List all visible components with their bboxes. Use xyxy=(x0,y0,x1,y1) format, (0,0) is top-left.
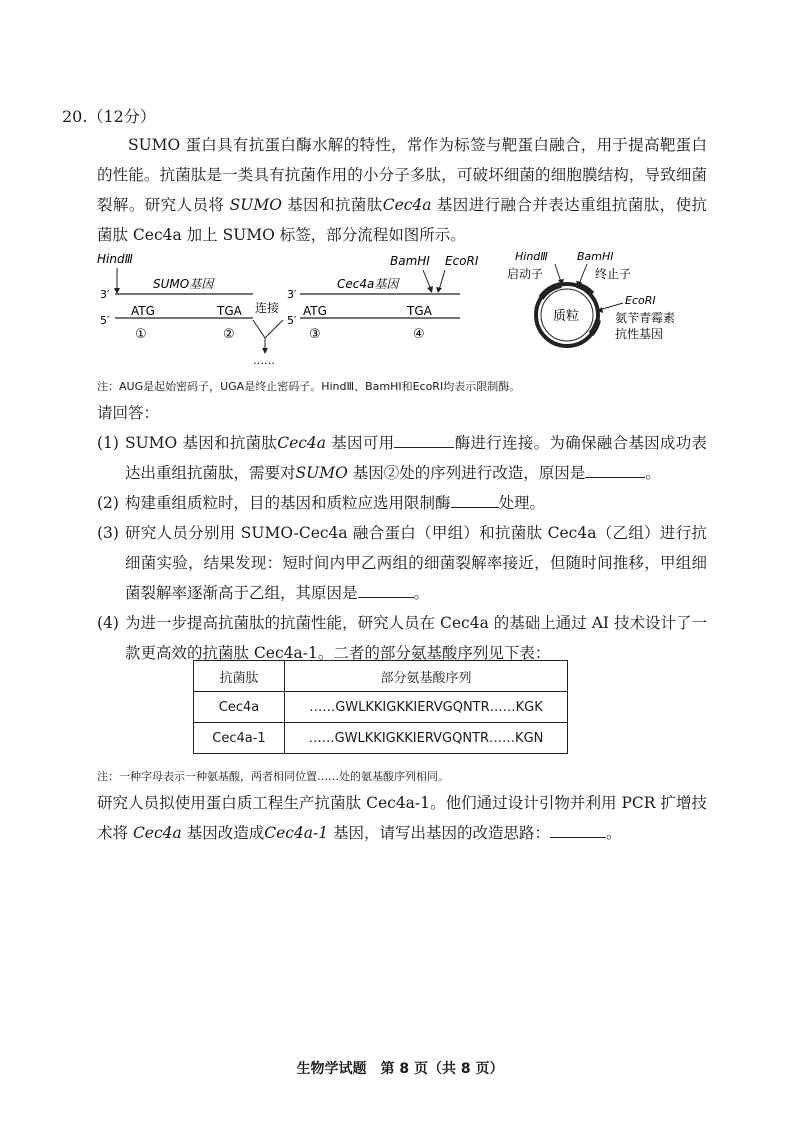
left-tga: TGA xyxy=(217,304,242,318)
connect-line-left xyxy=(253,320,265,338)
answer-blank-3[interactable] xyxy=(358,583,414,598)
eco-site-label: EcoRⅠ xyxy=(445,254,479,268)
right-3prime: 3′ xyxy=(287,288,297,301)
peptide-name: Cec4a-1 xyxy=(194,723,285,754)
sub2-label: (2) xyxy=(97,494,119,512)
right-5prime: 5′ xyxy=(287,314,297,327)
table-note: 注：一种字母表示一种氨基酸，两者相同位置……处的氨基酸序列相同。 xyxy=(97,770,449,783)
promoter-segment xyxy=(541,285,561,298)
sumo-gene-label: SUMO基因 xyxy=(153,277,214,291)
resistance-label-1: 氨苄青霉素 xyxy=(615,311,676,325)
bam-site-label: BamHⅠ xyxy=(390,254,430,268)
left-3prime: 3′ xyxy=(100,288,110,301)
answer-blank-2[interactable] xyxy=(451,493,499,508)
table-header: 抗菌肽 xyxy=(194,661,285,692)
table-header: 部分氨基酸序列 xyxy=(285,661,568,692)
mark-1: ① xyxy=(135,327,147,342)
table-row xyxy=(194,692,568,723)
hind-arrowhead xyxy=(114,288,120,294)
sub-question-3: (3) 研究人员分别用 SUMO-Cec4a 融合蛋白（甲组）和抗菌肽 Cec4a（乙组）进行抗细菌实验，结果发现：短时间内甲乙两组的细菌裂解率接近，但随时间推移，甲组细菌裂解率逐渐高于乙组，其原因是 。 xyxy=(97,518,707,608)
intro-paragraph: SUMO 蛋白具有抗蛋白酶水解的特性，常作为标签与靶蛋白融合，用于提高靶蛋白的性能。抗菌肽是一类具有抗菌作用的小分子多肽，可破坏细菌的细胞膜结构，导致细菌裂解。研究人员将 SUMO 基因和抗菌肽Cec4a 基因进行融合并表达重组抗菌肽，使抗菌肽 Cec4a 加上 SUMO 标签，部分流程如图所示。 xyxy=(97,136,707,244)
mark-2: ② xyxy=(223,327,235,342)
eco-arrow xyxy=(439,270,445,290)
sub-question-2: (2) 构建重组质粒时，目的基因和质粒应选用限制酶 处理。 xyxy=(97,488,707,518)
resistance-label-2: 抗性基因 xyxy=(615,327,664,341)
construction-diagram xyxy=(95,248,715,368)
sub3-label: (3) xyxy=(97,524,119,542)
connect-ellipsis: …… xyxy=(253,354,275,367)
table-row xyxy=(194,723,568,754)
right-atg: ATG xyxy=(303,304,327,318)
plasmid-bam-label: BamHⅠ xyxy=(577,250,614,263)
question-number: 20. xyxy=(62,107,88,126)
plasmid-bam-arrow xyxy=(579,264,587,284)
question-score: （12分） xyxy=(87,107,156,126)
peptide-sequence: ……GWLKKIGKKIERVGQNTR……KGK xyxy=(285,692,568,723)
hind-site-label: HindⅢ xyxy=(97,252,133,266)
peptide-name: Cec4a xyxy=(194,692,285,723)
mark-4: ④ xyxy=(413,327,425,342)
figure-note: 注：AUG是起始密码子，UGA是终止密码子。HindⅢ、BamHⅠ和EcoRⅠ均表示限制酶。 xyxy=(97,380,521,393)
answer-blank-1b[interactable] xyxy=(585,463,645,478)
answer-blank-4[interactable] xyxy=(550,823,606,838)
peptide-sequence: ……GWLKKIGKKIERVGQNTR……KGN xyxy=(285,723,568,754)
plasmid-label: 质粒 xyxy=(553,309,580,324)
cec4a-gene-label: Cec4a基因 xyxy=(337,277,399,291)
terminator-label: 终止子 xyxy=(595,267,632,281)
left-5prime: 5′ xyxy=(100,314,110,327)
plasmid-hind-arrow xyxy=(555,264,561,282)
page-footer: 生物学试题 第 8 页（共 8 页） xyxy=(296,1061,504,1077)
answer-blank-1a[interactable] xyxy=(394,433,454,448)
bam-arrow xyxy=(423,270,431,290)
bam-arrowhead xyxy=(427,286,433,293)
final-paragraph: 研究人员拟使用蛋白质工程生产抗菌肽 Cec4a-1。他们通过设计引物并利用 PCR 扩增技术将 Cec4a 基因改造成Cec4a-1 基因，请写出基因的改造思路： 。 xyxy=(97,794,707,842)
amino-acid-table xyxy=(193,660,568,754)
terminator-segment xyxy=(577,285,592,294)
sub1-label: (1) xyxy=(97,434,119,452)
sub-question-4: (4) 为进一步提高抗菌肽的抗菌性能，研究人员在 Cec4a 的基础上通过 AI 技术设计了一款更高效的抗菌肽 Cec4a-1。二者的部分氨基酸序列见下表： xyxy=(97,608,707,668)
sub4-label: (4) xyxy=(97,614,119,632)
left-atg: ATG xyxy=(131,304,155,318)
connect-line-right xyxy=(265,320,283,338)
right-tga: TGA xyxy=(407,304,432,318)
table-header-row xyxy=(194,661,568,692)
connect-label: 连接 xyxy=(255,301,280,315)
question-header xyxy=(62,104,156,127)
plasmid-eco-label: EcoRⅠ xyxy=(625,294,656,307)
mark-3: ③ xyxy=(309,327,321,342)
plasmid-eco-arrow xyxy=(599,303,623,310)
promoter-label: 启动子 xyxy=(507,267,544,281)
eco-arrowhead xyxy=(436,287,442,293)
sub-question-1: (1) SUMO 基因和抗菌肽Cec4a 基因可用 酶进行连接。为确保融合基因成功表达出重组抗菌肽，需要对SUMO 基因②处的序列进行改造，原因是 。 xyxy=(97,428,707,488)
prompt-text: 请回答： xyxy=(97,404,160,422)
plasmid-hind-label: HindⅢ xyxy=(515,250,548,263)
